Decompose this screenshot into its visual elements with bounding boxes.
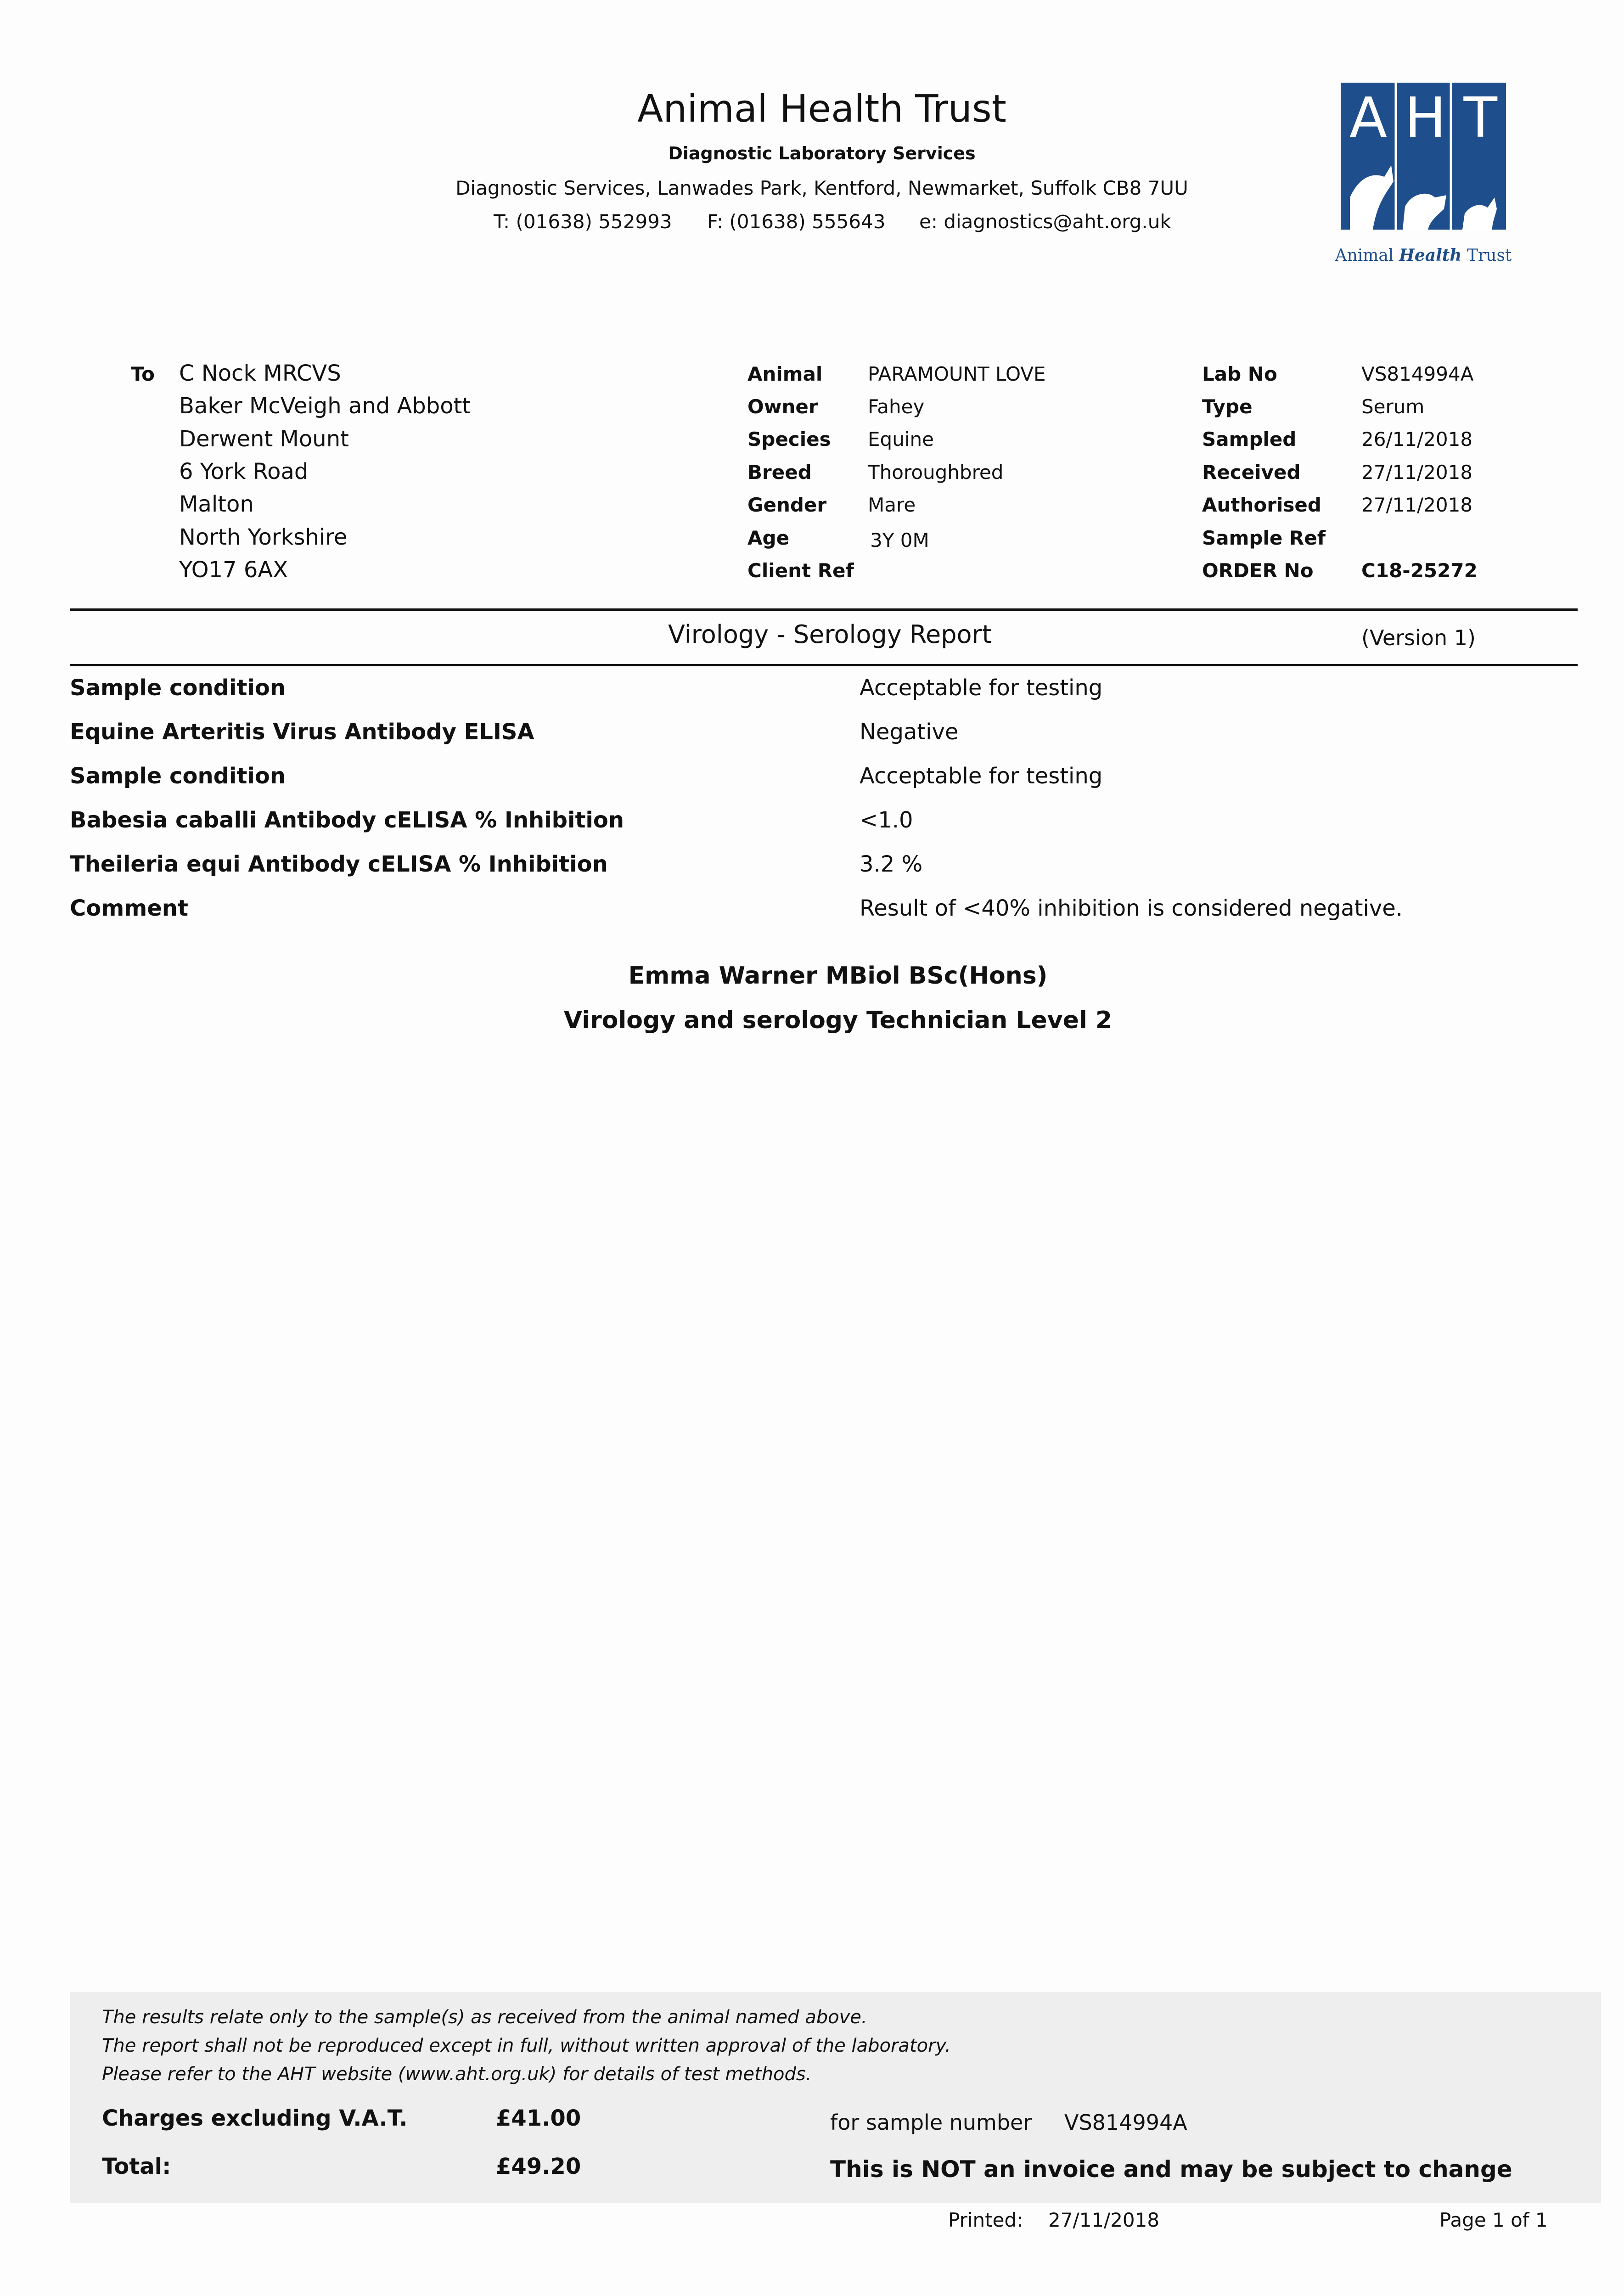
logo-caption (1334, 246, 1513, 265)
recipient-line: Derwent Mount (179, 426, 349, 452)
logo-letter: A (1349, 86, 1388, 150)
result-value: Negative (860, 719, 959, 745)
sampled-value: 26/11/2018 (1361, 428, 1473, 450)
disclaimer-line: The report shall not be reproduced except in full, without written approval of the laboratory. (102, 2035, 951, 2056)
breed-value: Thoroughbred (868, 461, 1004, 484)
charges-value: £41.00 (496, 2105, 581, 2131)
gender-value: Mare (868, 494, 916, 516)
lab-name-title: Animal Health Trust (637, 87, 1006, 131)
result-value: Acceptable for testing (860, 675, 1103, 701)
result-value: Acceptable for testing (860, 763, 1103, 789)
species-value: Equine (868, 428, 934, 450)
logo-caption-plain: Animal (1335, 246, 1394, 265)
recipient-line: Baker McVeigh and Abbott (179, 393, 471, 419)
type-value: Serum (1361, 395, 1425, 418)
owner-value: Fahey (868, 395, 925, 418)
comment-value: Result of <40% inhibition is considered negative. (860, 895, 1403, 921)
printed-date: 27/11/2018 (1048, 2209, 1160, 2231)
signatory-name: Emma Warner MBiol BSc(Hons) (628, 962, 1048, 990)
logo-caption-bold: Health (1399, 246, 1462, 265)
invoice-notice: This is NOT an invoice and may be subject to change (830, 2156, 1512, 2183)
printed-label: Printed: (948, 2209, 1023, 2231)
to-label: To (131, 363, 155, 385)
gender-label: Gender (747, 494, 827, 516)
logo-letter: T (1463, 86, 1497, 150)
page-number: Page 1 of 1 (1439, 2209, 1548, 2231)
type-label: Type (1202, 395, 1253, 418)
result-label: Sample condition (70, 763, 286, 789)
age-label: Age (747, 527, 790, 549)
result-value: 3.2 % (860, 851, 923, 877)
species-label: Species (747, 428, 831, 450)
animal-value: PARAMOUNT LOVE (868, 363, 1046, 385)
logo-letter: H (1405, 86, 1446, 150)
lab-no-value: VS814994A (1361, 363, 1474, 385)
aht-logo (1341, 83, 1506, 230)
lab-phone: T: (01638) 552993 (494, 210, 672, 233)
recipient-line: YO17 6AX (179, 557, 288, 583)
lab-address: Diagnostic Services, Lanwades Park, Kentford, Newmarket, Suffolk CB8 7UU (455, 177, 1188, 199)
lab-fax: F: (01638) 555643 (707, 210, 886, 233)
report-version: (Version 1) (1361, 625, 1476, 650)
lab-subtitle: Diagnostic Laboratory Services (668, 143, 976, 163)
total-value: £49.20 (496, 2154, 581, 2179)
disclaimer-line: The results relate only to the sample(s) as received from the animal named above. (102, 2007, 867, 2028)
breed-label: Breed (747, 461, 812, 484)
age-value: 3Y 0M (870, 529, 929, 551)
total-label: Total: (102, 2154, 171, 2179)
owner-label: Owner (747, 395, 818, 418)
authorised-value: 27/11/2018 (1361, 494, 1473, 516)
recipient-line: 6 York Road (179, 459, 309, 484)
received-label: Received (1202, 461, 1301, 484)
charges-label: Charges excluding V.A.T. (102, 2105, 408, 2131)
result-label: Sample condition (70, 675, 286, 701)
order-no-value: C18-25272 (1361, 559, 1478, 582)
divider (70, 608, 1578, 611)
animal-silhouettes-icon (1341, 83, 1506, 230)
comment-label: Comment (70, 895, 188, 921)
recipient-line: North Yorkshire (179, 524, 348, 550)
order-no-label: ORDER No (1202, 559, 1314, 582)
sample-ref-label: Sample Ref (1202, 527, 1326, 549)
lab-no-label: Lab No (1202, 363, 1277, 385)
signatory-role: Virology and serology Technician Level 2 (563, 1007, 1113, 1034)
authorised-label: Authorised (1202, 494, 1321, 516)
result-label: Theileria equi Antibody cELISA % Inhibition (70, 851, 608, 877)
report-title: Virology - Serology Report (668, 620, 992, 649)
sample-number-label: for sample number (830, 2110, 1032, 2135)
received-value: 27/11/2018 (1361, 461, 1473, 484)
disclaimer-line: Please refer to the AHT website (www.aht.org.uk) for details of test methods. (102, 2064, 812, 2085)
result-value: <1.0 (860, 807, 913, 833)
client-ref-label: Client Ref (747, 559, 854, 582)
recipient-line: Malton (179, 491, 254, 517)
result-label: Babesia caballi Antibody cELISA % Inhibition (70, 807, 624, 833)
logo-caption-end: Trust (1467, 246, 1512, 265)
sample-number-value: VS814994A (1064, 2110, 1187, 2135)
result-label: Equine Arteritis Virus Antibody ELISA (70, 719, 534, 745)
sampled-label: Sampled (1202, 428, 1297, 450)
divider (70, 664, 1578, 666)
animal-label: Animal (747, 363, 823, 385)
recipient-line: C Nock MRCVS (179, 360, 341, 386)
lab-email: e: diagnostics@aht.org.uk (919, 210, 1171, 233)
